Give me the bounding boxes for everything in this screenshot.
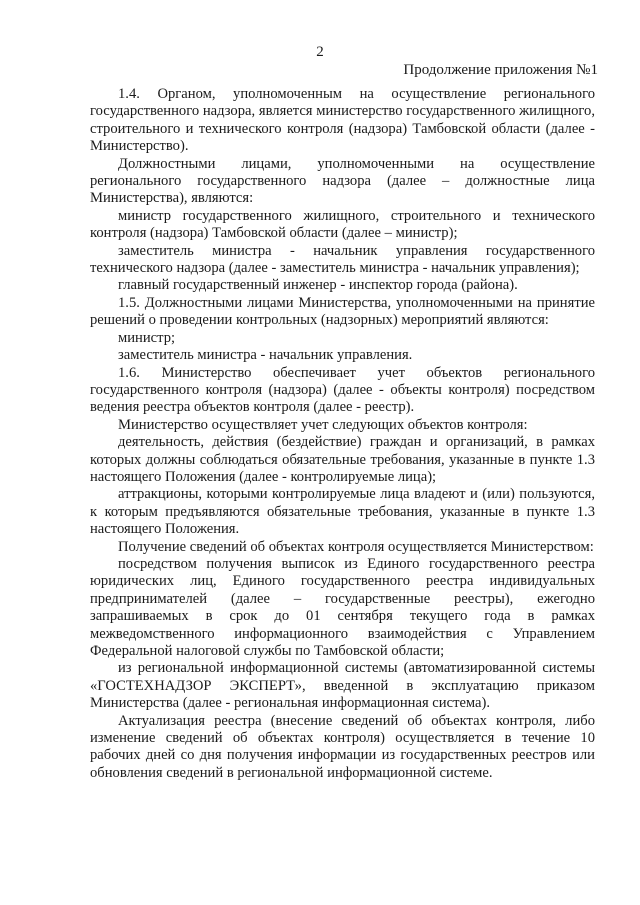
paragraph-minister-short: министр; [118,329,176,346]
paragraph-minister: министр государственного жилищного, строительного и технического контроля (надзора) Тамбовской области (далее – министр); [90,207,595,242]
paragraph-activities: деятельность, действия (бездействие) граждан и организаций, в рамках которых должны соблюдаться обязательные требования, указанные в пункте 1.3 настоящего Положения (далее - контролируемые лица); [90,434,595,485]
paragraph-deputy-minister: заместитель министра - начальник управления государственного технического надзора (далее - заместитель министра - начальник управления); [90,242,595,277]
paragraph-1-4: 1.4. Органом, уполномоченным на осуществление регионального государственного надзора, является министерство государственного жилищного, строительного и технического контроля (надзора) Тамбовской области (далее - Министерство). [90,86,595,155]
paragraph-attractions: аттракционы, которыми контролируемые лица владеют и (или) пользуются, к которым предъявляются обязательные требования, указанные в пункте 1.3 настоящего Положения. [90,486,595,538]
appendix-continuation-note: Продолжение приложения №1 [403,62,598,78]
page-number: 2 [316,44,324,60]
paragraph-1-6: 1.6. Министерство обеспечивает учет объектов регионального государственного контроля (надзора) (далее - объекты контроля) посредством ведения реестра объектов контроля (далее - реестр). [90,364,595,416]
paragraph-objects-intro: Министерство осуществляет учет следующих объектов контроля: [118,416,528,433]
paragraph-chief-engineer: главный государственный инженер - инспектор города (района). [118,277,518,294]
paragraph-info-system: из региональной информационной системы (автоматизированной системы «ГОСТЕХНАДЗОР ЭКСПЕРТ», введенной в эксплуатацию приказом Министерства (далее - региональная информационная система). [90,660,595,712]
paragraph-deputy-short: заместитель министра - начальник управления. [118,347,413,364]
paragraph-officials: Должностными лицами, уполномоченными на осуществление регионального государственного надзора (далее – должностные лица Министерства), являются: [90,155,595,207]
paragraph-updating: Актуализация реестра (внесение сведений об объектах контроля, либо изменение сведений об объектах контроля) осуществляется в течение 10 рабочих дней со дня получения информации из государственных реестров или обновления сведений в региональной информационной системе. [90,712,595,781]
document-body [90,86,595,782]
paragraph-1-5: 1.5. Должностными лицами Министерства, уполномоченными на принятие решений о проведении контрольных (надзорных) мероприятий являются: [90,294,595,329]
paragraph-registers: посредством получения выписок из Единого государственного реестра юридических лиц, Единого государственного реестра индивидуальных предпринимателей (далее – государственные реестры), ежегодно запрашиваемых в срок до 01 сентября текущего года в рамках межведомственного информационного взаимодействия с Управлением Федеральной налоговой службы по Тамбовской области; [90,555,595,659]
paragraph-info-receipt: Получение сведений об объектах контроля осуществляется Министерством: [118,538,594,555]
